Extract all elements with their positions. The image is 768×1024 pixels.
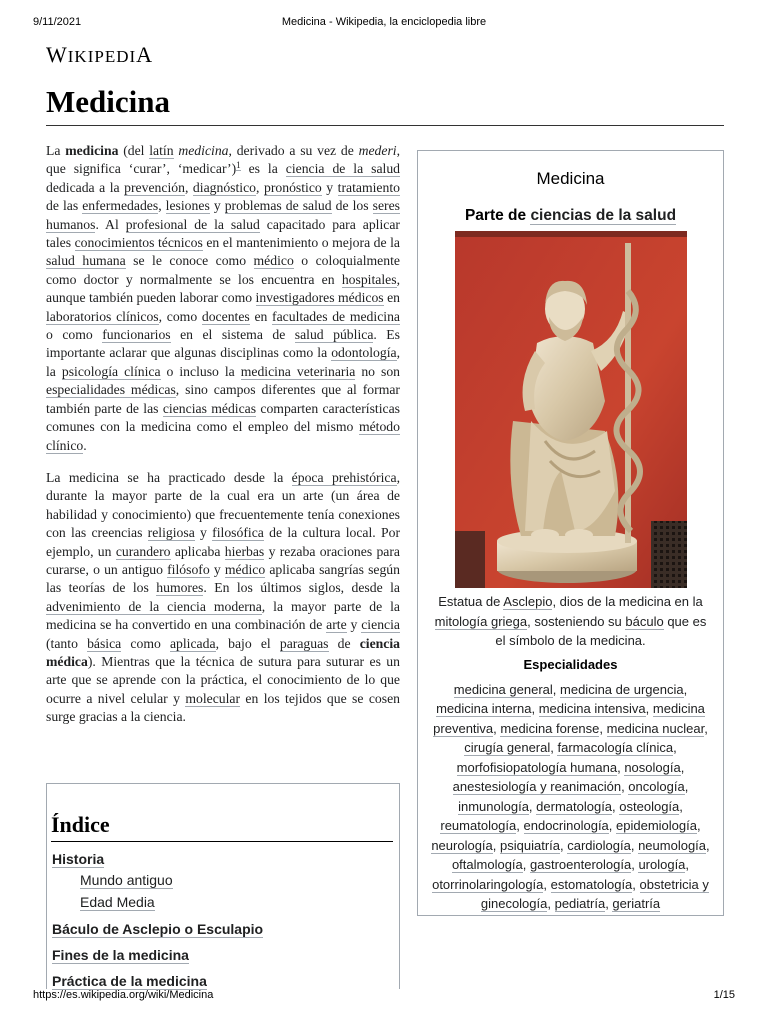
text-run: , sino campos diferentes que al formar también parte de las	[46, 382, 400, 416]
text-run: y	[321, 179, 338, 195]
text-run: de los	[331, 198, 373, 214]
toc-item[interactable]	[80, 870, 399, 890]
toc-item[interactable]	[52, 972, 399, 990]
text-run: medicina	[178, 143, 229, 158]
text-run: y	[194, 525, 213, 541]
specialty-link[interactable]: epidemiología	[616, 818, 697, 833]
text-run: , la	[46, 345, 400, 379]
table-of-contents	[46, 783, 400, 989]
specialty-link[interactable]: farmacología clínica	[557, 740, 674, 755]
article-link[interactable]: profesional de la salud	[125, 216, 260, 232]
text-run: , dios de la medicina en la	[552, 594, 703, 609]
article-link[interactable]: lesiones	[165, 198, 210, 214]
specialties-list: medicina general, medicina de urgencia, medicina interna, medicina intensiva, medicina preventiva, medicina forense, medicina nuclear, cirugía general, farmacología clínica, morfofisiopatología humana, nosología, anestesiología y reanimación, oncología, inmunología, dermatología, osteología, reumatología, endocrinología, epidemiología, neurología, psiquiatría, cardiología, neumología, oftalmología, gastroenterología, urología, otorrinolaringología, estomatología, obstetricia y ginecología, pediatría, geriatría	[431, 681, 710, 911]
specialty-link[interactable]: endocrinología	[523, 818, 609, 833]
text-run: ,	[256, 179, 264, 195]
article-link[interactable]: funcionarios	[102, 327, 171, 343]
article-link[interactable]: diagnóstico	[192, 179, 257, 195]
article-link[interactable]: báculo	[625, 613, 664, 629]
infobox-subtitle-prefix: Parte de	[464, 207, 531, 224]
text-run: de la cultura local. Por ejemplo, un	[46, 525, 401, 559]
article-link[interactable]: investigadores médicos	[255, 290, 384, 306]
specialty-link[interactable]: cardiología	[567, 837, 631, 853]
bold-text: medicina	[65, 143, 119, 158]
text-run: , aunque también pueden laborar como	[46, 271, 400, 306]
specialty-link[interactable]: nosología	[624, 759, 681, 775]
toc-item[interactable]	[52, 946, 399, 964]
asclepius-statue-image[interactable]	[455, 231, 687, 588]
text-run: de	[328, 635, 360, 651]
toc-item-link[interactable]: Edad Media	[80, 894, 155, 910]
text-run: aplicaba	[170, 543, 225, 559]
text-run: (del	[118, 143, 150, 158]
wordmark-a: A	[136, 42, 154, 67]
specialty-link[interactable]: oftalmología	[451, 857, 523, 872]
article-link[interactable]: especialidades médicas	[46, 382, 176, 398]
article-link[interactable]: aplicada	[169, 635, 216, 651]
article-link[interactable]: ciencias médicas	[162, 400, 257, 416]
text-run: , la mayor parte de la medicina se ha convertido en una combinación de	[46, 598, 401, 633]
text-run: en el sistema de	[170, 327, 295, 343]
specialty-link[interactable]: psiquiatría	[500, 837, 560, 853]
article-link[interactable]: filósofo	[167, 561, 210, 577]
specialty-link[interactable]: reumatología	[440, 818, 517, 833]
article-link[interactable]: hospitales	[341, 271, 397, 287]
toc-item-link[interactable]: Fines de la medicina	[52, 947, 189, 963]
article-link[interactable]: salud pública	[294, 327, 374, 343]
article-paragraph-1	[46, 142, 400, 455]
print-date: 9/11/2021	[33, 16, 82, 28]
article-link[interactable]: seres humanos	[46, 198, 400, 232]
article-link[interactable]: médico	[224, 561, 266, 577]
specialty-link[interactable]: medicina de urgencia	[560, 681, 684, 697]
article-paragraph-2	[46, 469, 400, 727]
text-run: es la	[240, 161, 286, 177]
text-run: ,	[184, 179, 193, 195]
text-run: se le conoce como	[125, 253, 254, 269]
text-run: mederi	[358, 143, 397, 158]
article-link[interactable]: pronóstico	[263, 179, 322, 195]
text-run: y rezaba oraciones para curarse, o un antiguo	[46, 543, 401, 577]
article-link[interactable]: medicina veterinaria	[240, 363, 356, 379]
article-link[interactable]: médico	[253, 253, 294, 269]
specialty-link[interactable]: obstetricia y ginecología	[480, 876, 709, 911]
wikipedia-wordmark[interactable]	[46, 42, 153, 68]
specialty-link[interactable]: neumología	[638, 837, 707, 853]
text-run: , bajo el	[215, 635, 280, 651]
text-run: (tanto	[46, 635, 88, 651]
specialty-link[interactable]: medicina nuclear	[606, 720, 705, 736]
article-link[interactable]: paraguas	[279, 635, 329, 651]
text-run: La	[46, 143, 66, 158]
article-link[interactable]: época prehistórica	[291, 469, 397, 485]
text-run: en	[383, 290, 400, 306]
specialty-link[interactable]: dermatología	[536, 798, 613, 814]
bold-text: ciencia médica	[46, 635, 400, 669]
print-page-number: 1/15	[713, 989, 735, 1001]
article-link[interactable]: salud humana	[46, 253, 126, 269]
specialty-link[interactable]: urología	[638, 857, 686, 872]
article-link[interactable]: molecular	[185, 690, 241, 706]
specialty-link[interactable]: medicina interna	[436, 701, 532, 716]
toc-list	[47, 850, 399, 990]
specialty-link[interactable]: gastroenterología	[530, 857, 632, 872]
specialty-link[interactable]: pediatría	[554, 896, 606, 911]
text-run: en el mantenimiento o mejora de la	[202, 235, 401, 251]
toc-item[interactable]	[52, 850, 399, 868]
article-link[interactable]: básica	[87, 635, 122, 651]
infobox-subtitle-link[interactable]: ciencias de la salud	[530, 207, 677, 224]
text-run: ,	[158, 198, 166, 214]
toc-item[interactable]	[52, 920, 399, 938]
article-link[interactable]: conocimientos técnicos	[74, 235, 203, 251]
article-link[interactable]: psicología clínica	[61, 363, 161, 379]
toc-item-link[interactable]: Historia	[52, 851, 105, 867]
text-run: en los tejidos que se cosen surge gracias a la ciencia.	[46, 690, 400, 725]
article-link[interactable]: arte	[326, 617, 347, 633]
specialty-link[interactable]: neurología	[431, 837, 493, 853]
specialty-link[interactable]: estomatología	[550, 876, 633, 892]
text-run: . En los últimos siglos, desde la	[203, 580, 400, 596]
text-run: . Es importante aclarar que algunas disciplinas como la	[46, 327, 400, 361]
article-link[interactable]: laboratorios clínicos	[46, 308, 159, 324]
text-run: no son	[355, 363, 401, 379]
text-run: , como	[158, 308, 202, 324]
text-run: o incluso la	[160, 363, 241, 379]
toc-title: Índice	[51, 812, 393, 842]
text-run: , durante la mayor parte de la cual era un arte (un área de habilidad y conocimiento) que frecuentemente tenía conexiones con las creencias	[46, 469, 400, 541]
wordmark-middle: IKIPEDI	[67, 47, 137, 66]
article-link[interactable]: hierbas	[224, 543, 265, 559]
article-link[interactable]: enfermedades	[82, 198, 159, 214]
text-run: o como	[46, 327, 103, 343]
text-run: ). Mientras que la técnica de sutura para suturar es un arte que se aprende con la práctica, el conocimiento de lo que ocurre a nivel celular y	[46, 653, 400, 706]
text-run: que es el símbolo de la medicina.	[495, 613, 707, 648]
text-run: capacitado para aplicar tales	[46, 216, 400, 251]
article-link[interactable]: ciencia de la salud	[285, 161, 401, 177]
toc-item-link[interactable]: Práctica de la medicina	[52, 973, 207, 989]
print-url: https://es.wikipedia.org/wiki/Medicina	[33, 989, 214, 1001]
text-run: . Al	[95, 216, 126, 232]
article-link[interactable]: problemas de salud	[224, 198, 332, 214]
specialty-link[interactable]: medicina intensiva	[538, 701, 646, 716]
text-run: , que significa ‘curar’, ‘medicar’)	[46, 143, 401, 177]
article-link[interactable]: prevención	[124, 179, 185, 195]
specialty-link[interactable]: medicina forense	[500, 720, 600, 736]
article-link[interactable]: latín	[149, 143, 174, 158]
text-run: como	[121, 635, 170, 651]
text-run: , sosteniendo su	[527, 613, 626, 629]
article-link[interactable]: Asclepio	[503, 594, 553, 609]
specialty-link[interactable]: osteología	[619, 798, 680, 814]
text-run: aplicaba sangrías según las teorías de los	[46, 561, 400, 596]
text-run: .	[83, 437, 87, 453]
article-link[interactable]: mitología griega	[434, 613, 528, 629]
text-run: y	[346, 617, 362, 633]
article-link[interactable]: 1	[236, 159, 241, 170]
infobox	[417, 150, 724, 916]
specialty-link[interactable]: oncología	[628, 779, 685, 794]
article-link[interactable]: método clínico	[46, 419, 400, 453]
article-link[interactable]: tratamiento	[337, 179, 401, 195]
text-run: comparten características comunes con la medicina como el empleo del mismo	[46, 400, 400, 435]
article-link[interactable]: docentes	[201, 308, 250, 324]
page-title: Medicina	[46, 84, 170, 119]
infobox-image-caption	[428, 592, 713, 651]
article-body	[46, 142, 400, 741]
article-link[interactable]: odontología	[331, 345, 397, 361]
specialty-link[interactable]: cirugía general	[464, 740, 551, 755]
toc-item-link[interactable]: Mundo antiguo	[80, 872, 173, 888]
specialty-link[interactable]: inmunología	[458, 798, 529, 814]
text-run: , derivado a su vez de	[228, 143, 359, 158]
article-link[interactable]: humores	[156, 580, 204, 596]
print-header	[33, 16, 735, 32]
text-run: y	[209, 561, 225, 577]
text-run: en	[249, 308, 273, 324]
specialty-link[interactable]: geriatría	[612, 896, 661, 911]
wordmark-w: W	[46, 42, 68, 67]
infobox-title: Medicina	[536, 169, 605, 188]
article-link[interactable]: religiosa	[147, 525, 195, 541]
article-link[interactable]: curandero	[115, 543, 171, 559]
text-run: y	[209, 198, 225, 214]
text-run: La medicina se ha practicado desde la	[46, 469, 292, 485]
print-document-title: Medicina - Wikipedia, la enciclopedia libre	[281, 16, 487, 28]
toc-item-link[interactable]: Báculo de Asclepio o Esculapio	[52, 921, 264, 937]
print-footer	[33, 989, 735, 1005]
toc-item[interactable]	[80, 892, 399, 912]
infobox-subtitle	[418, 206, 723, 226]
text-run: o coloquialmente como doctor y normalmente se los encuentra en	[46, 253, 400, 287]
text-run: dedicada a la	[46, 179, 125, 195]
article-link[interactable]: filosófica	[212, 525, 264, 541]
text-run: Estatua de	[438, 594, 504, 609]
specialty-link[interactable]: anestesiología y reanimación	[452, 779, 622, 794]
text-run: de las	[46, 198, 83, 214]
infobox-section-title: Especialidades	[523, 656, 618, 672]
specialty-link[interactable]: medicina preventiva	[433, 701, 705, 736]
article-link[interactable]: ciencia	[361, 617, 400, 633]
article-link[interactable]: advenimiento de la ciencia moderna	[46, 598, 262, 614]
article-link[interactable]: facultades de medicina	[272, 308, 400, 324]
specialty-link[interactable]: medicina general	[453, 681, 553, 697]
specialty-link[interactable]: otorrinolaringología	[432, 876, 544, 892]
specialty-link[interactable]: morfofisiopatología humana	[456, 759, 618, 775]
title-divider	[46, 125, 724, 126]
